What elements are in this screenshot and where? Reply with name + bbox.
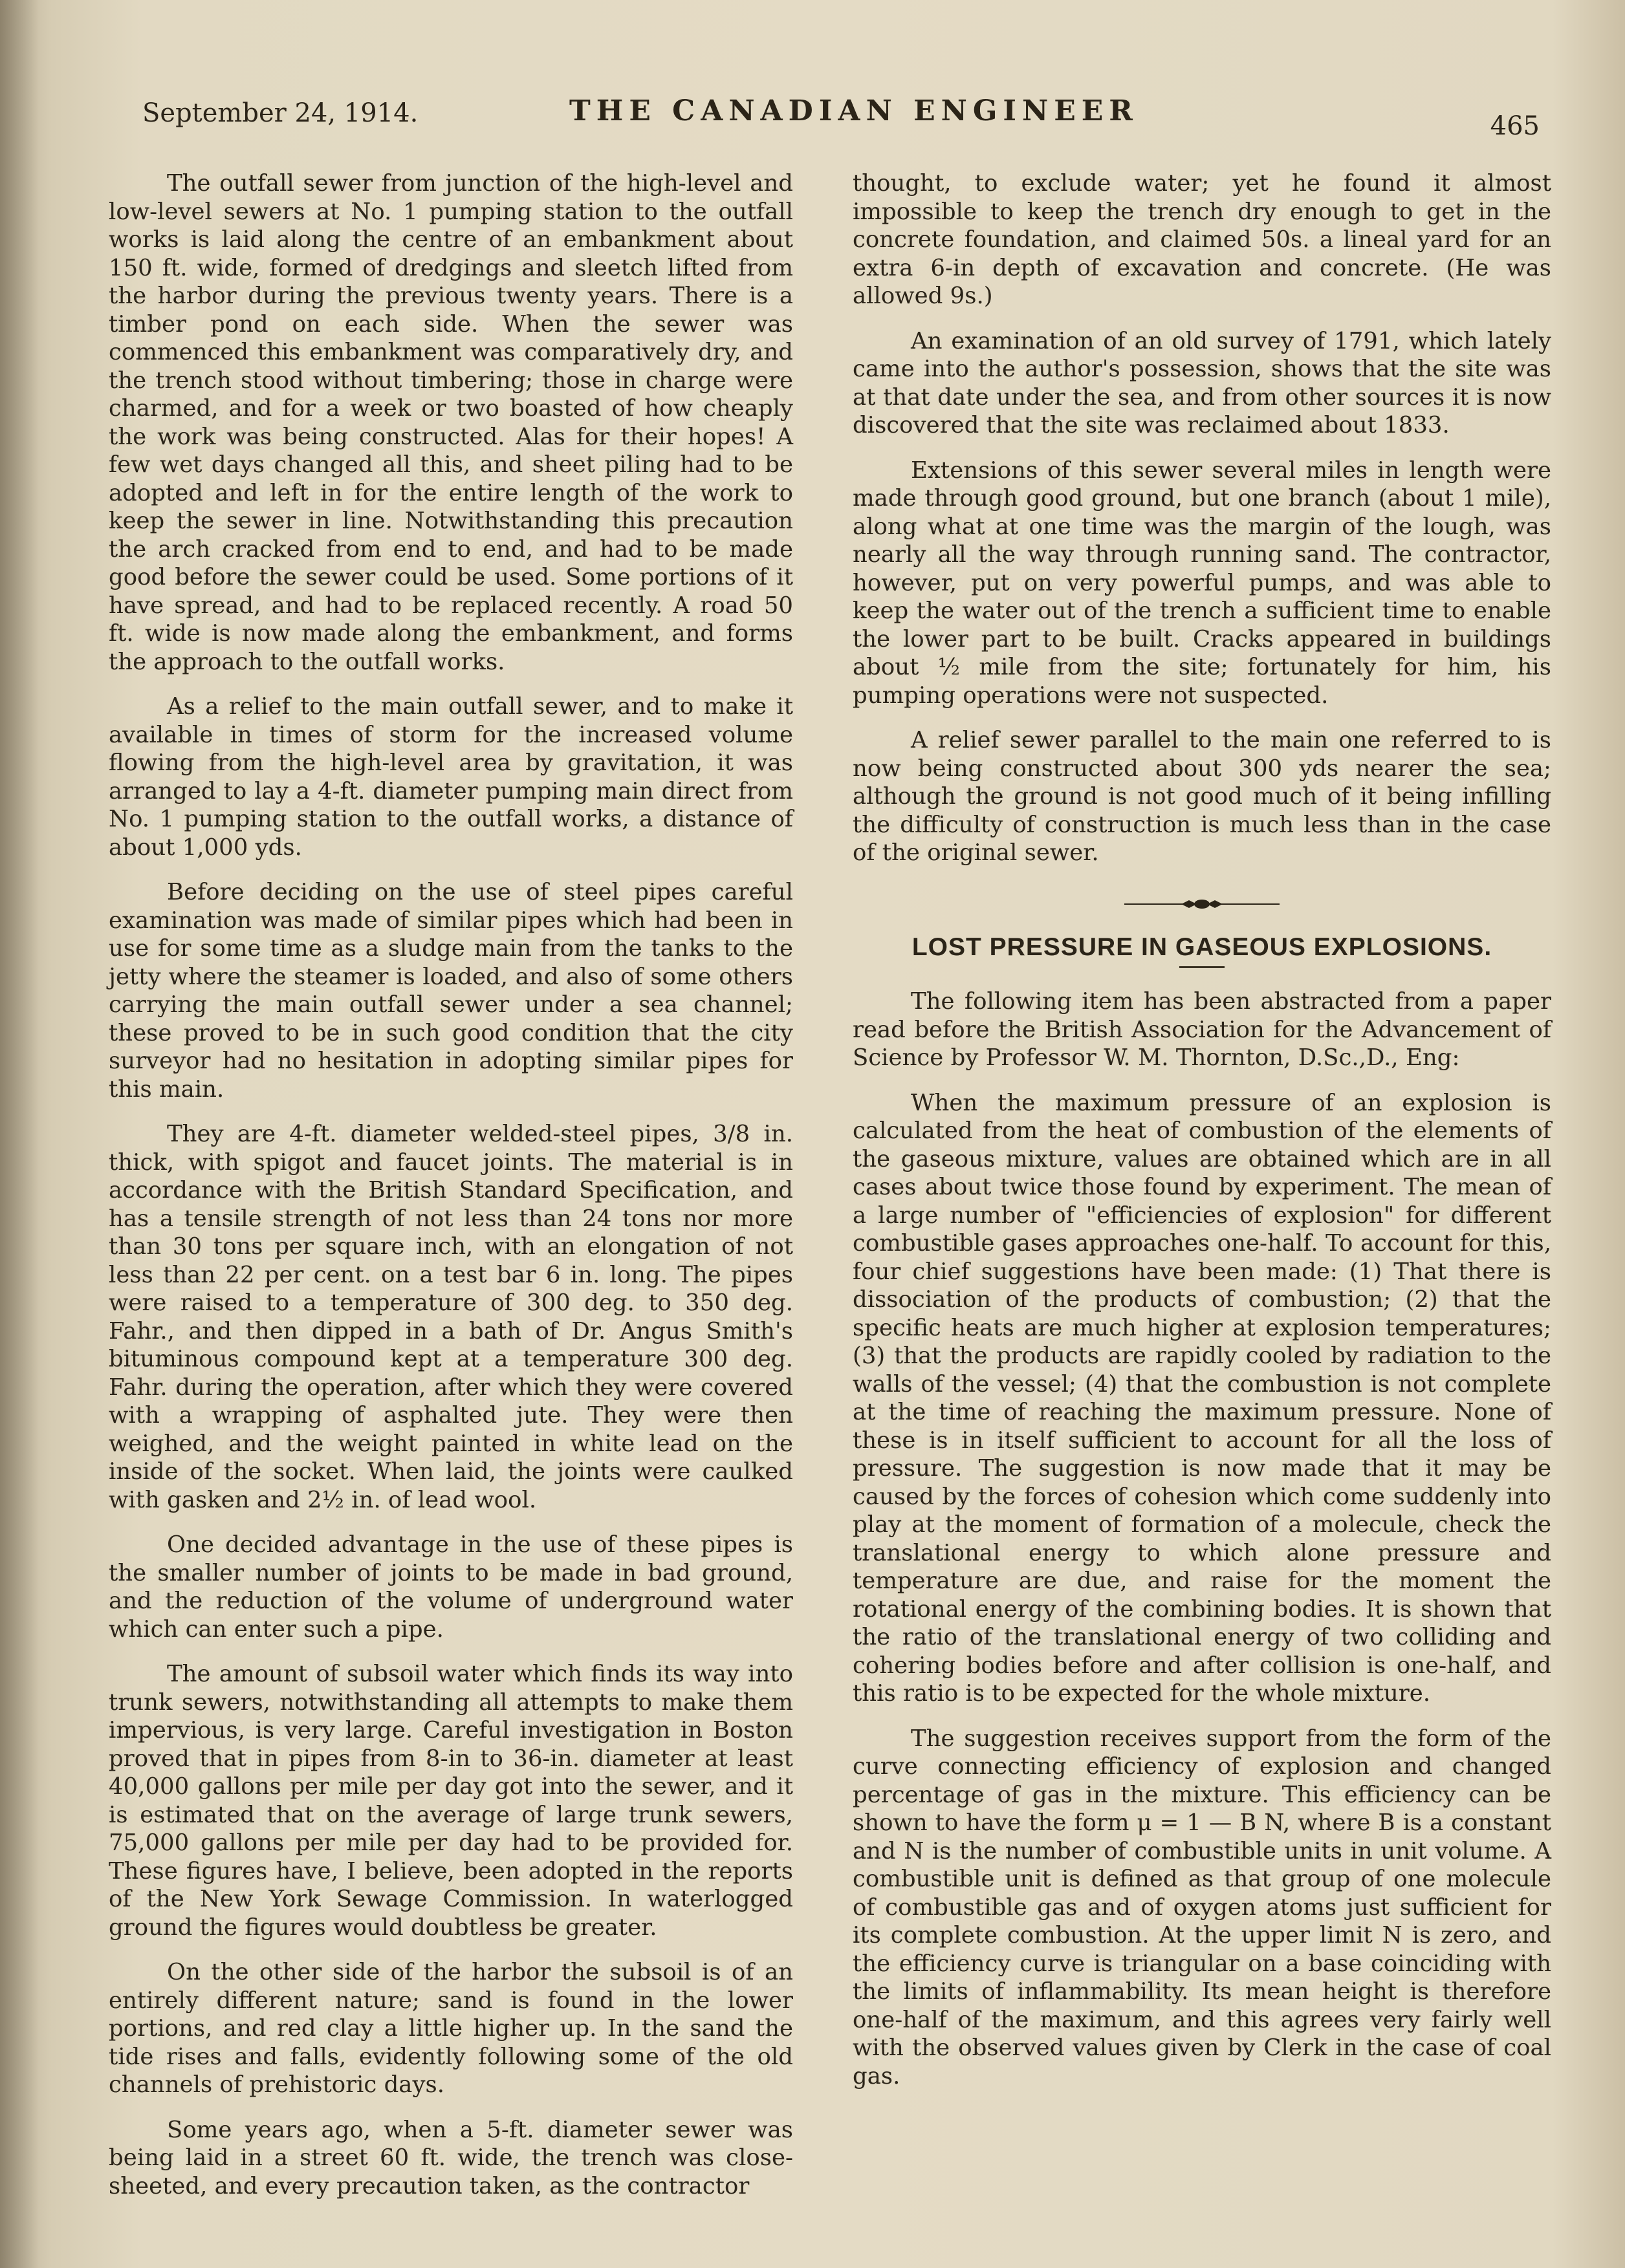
- paragraph: When the maximum pressure of an explosion is calculated from the heat of combustion of the elements of the gaseous mixture, values are obtained which are in all cases about twice those found by experiment. The mean of a large number of "efficiencies of explosion" for different combustible gases approaches one-half. To account for this, four chief suggestions have been made: (1) That there is dissociation of the products of combustion; (2) that the specific heats are much higher at explosion temperatures; (3) that the products are rapidly cooled by radiation to the walls of the vessel; (4) that the combustion is not complete at the time of reaching the maximum pressure. None of these is in itself sufficient to account for all the loss of pressure. The suggestion is now made that it may be caused by the forces of cohesion which come suddenly into play at the moment of formation of a molecule, check the translational energy to which alone pressure and temperature are due, and raise for the moment the rotational energy of the combining bodies. It is shown that the ratio of the translational energy of two colliding and cohering bodies before and after collision is one-half, and this ratio is to be expected for the whole mixture.: [853, 1089, 1551, 1707]
- left-column: [109, 169, 793, 2217]
- ornamental-divider: [1124, 894, 1280, 914]
- paragraph: Before deciding on the use of steel pipes careful examination was made of similar pipes which had been in use for some time as a sludge main from the tanks to the jetty where the steamer is loaded, and also of some others carrying the main outfall sewer under a sea channel; these proved to be in such good condition that the city surveyor had no hesitation in adopting similar pipes for this main.: [109, 879, 793, 1103]
- paragraph: The amount of subsoil water which finds its way into trunk sewers, notwithstanding all attempts to make them impervious, is very large. Careful investigation in Boston proved that in pipes from 8-in to 36-in. diameter at least 40,000 gallons per mile per day got into the sewer, and it is estimated that on the average of large trunk sewers, 75,000 gallons per mile per day had to be provided for. These figures have, I believe, been adopted in the reports of the New York Sewage Commission. In waterlogged ground the figures would doubtless be greater.: [109, 1661, 793, 1941]
- article-title: LOST PRESSURE IN GASEOUS EXPLOSIONS.: [911, 933, 1492, 961]
- paragraph: Some years ago, when a 5-ft. diameter sewer was being laid in a street 60 ft. wide, the trench was close-sheeted, and every precaution taken, as the contractor: [109, 2116, 793, 2199]
- paragraph: The suggestion receives support from the form of the curve connecting efficiency of explosion and changed percentage of gas in the mixture. This efficiency can be shown to have the form μ = 1 — B N, where B is a constant and N is the number of combustible units in unit volume. A combustible unit is defined as that group of one molecule of combustible gas and of oxygen atoms just sufficient for its complete combustion. At the upper limit N is zero, and the efficiency curve is triangular on a base coinciding with the limits of inflammability. Its mean height is therefore one-half of the maximum, and this agrees very fairly well with the observed values given by Clerk in the case of coal gas.: [853, 1725, 1551, 2090]
- page-number: 465: [1490, 111, 1540, 141]
- paragraph: They are 4-ft. diameter welded-steel pipes, 3/8 in. thick, with spigot and faucet joints. The material is in accordance with the British Standard Specification, and has a tensile strength of not less than 24 tons nor more than 30 tons per square inch, with an elongation of not less than 22 per cent. on a test bar 6 in. long. The pipes were raised to a temperature of 300 deg. to 350 deg. Fahr., and then dipped in a bath of Dr. Angus Smith's bituminous compound kept at a temperature 300 deg. Fahr. during the operation, after which they were covered with a wrapping of asphalted jute. They were then weighed, and the weight painted in white lead on the inside of the socket. When laid, the joints were caulked with gasken and 2½ in. of lead wool.: [109, 1121, 793, 1513]
- right-column: [853, 169, 1551, 2107]
- paragraph: As a relief to the main outfall sewer, and to make it available in times of storm for the increased volume flowing from the high-level area by gravitation, it was arranged to lay a 4-ft. diameter pumping main direct from No. 1 pumping station to the outfall works, a distance of about 1,000 yds.: [109, 693, 793, 861]
- paragraph: An examination of an old survey of 1791, which lately came into the author's possession, shows that the site was at that date under the sea, and from other sources it is now discovered that the site was reclaimed about 1833.: [853, 327, 1551, 438]
- paragraph: The outfall sewer from junction of the high-level and low-level sewers at No. 1 pumping station to the outfall works is laid along the centre of an embankment about 150 ft. wide, formed of dredgings and sleetch lifted from the harbor during the previous twenty years. There is a timber pond on each side. When the sewer was commenced this embankment was comparatively dry, and the trench stood without timbering; those in charge were charmed, and for a week or two boasted of how cheaply the work was being constructed. Alas for their hopes! A few wet days changed all this, and sheet piling had to be adopted and left in for the entire length of the work to keep the sewer in line. Notwithstanding this precaution the arch cracked from end to end, and had to be made good before the sewer could be used. Some portions of it have spread, and had to be replaced recently. A road 50 ft. wide is now made along the embankment, and forms the approach to the outfall works.: [109, 170, 793, 675]
- title-rule: [1179, 966, 1225, 968]
- paragraph: The following item has been abstracted from a paper read before the British Association for the Advancement of Science by Professor W. M. Thornton, D.Sc.,D., Eng:: [853, 988, 1551, 1071]
- binding-shadow: [0, 0, 39, 2268]
- paragraph: A relief sewer parallel to the main one referred to is now being constructed about 300 yds nearer the sea; although the ground is not good much of it being infilling the difficulty of construction is much less than in the case of the original sewer.: [853, 727, 1551, 866]
- paragraph: Extensions of this sewer several miles in length were made through good ground, but one branch (about 1 mile), along what at one time was the margin of the lough, was nearly all the way through running sand. The contractor, however, put on very powerful pumps, and was able to keep the water out of the trench a sufficient time to enable the lower part to be built. Cracks appeared in buildings about ½ mile from the site; fortunately for him, his pumping operations were not suspected.: [853, 457, 1551, 709]
- paragraph: One decided advantage in the use of these pipes is the smaller number of joints to be made in bad ground, and the reduction of the volume of underground water which can enter such a pipe.: [109, 1531, 793, 1643]
- journal-title: THE CANADIAN ENGINEER: [569, 94, 1139, 127]
- paragraph: thought, to exclude water; yet he found it almost impossible to keep the trench dry enough to get in the concrete foundation, and claimed 50s. a lineal yard for an extra 6-in depth of excavation and concrete. (He was allowed 9s.): [853, 170, 1551, 309]
- header-date: September 24, 1914.: [142, 98, 419, 128]
- running-header: [142, 91, 1540, 141]
- paragraph: On the other side of the harbor the subsoil is of an entirely different nature; sand is found in the lower portions, and red clay a little higher up. In the sand the tide rises and falls, evidently following some of the old channels of prehistoric days.: [109, 1959, 793, 2098]
